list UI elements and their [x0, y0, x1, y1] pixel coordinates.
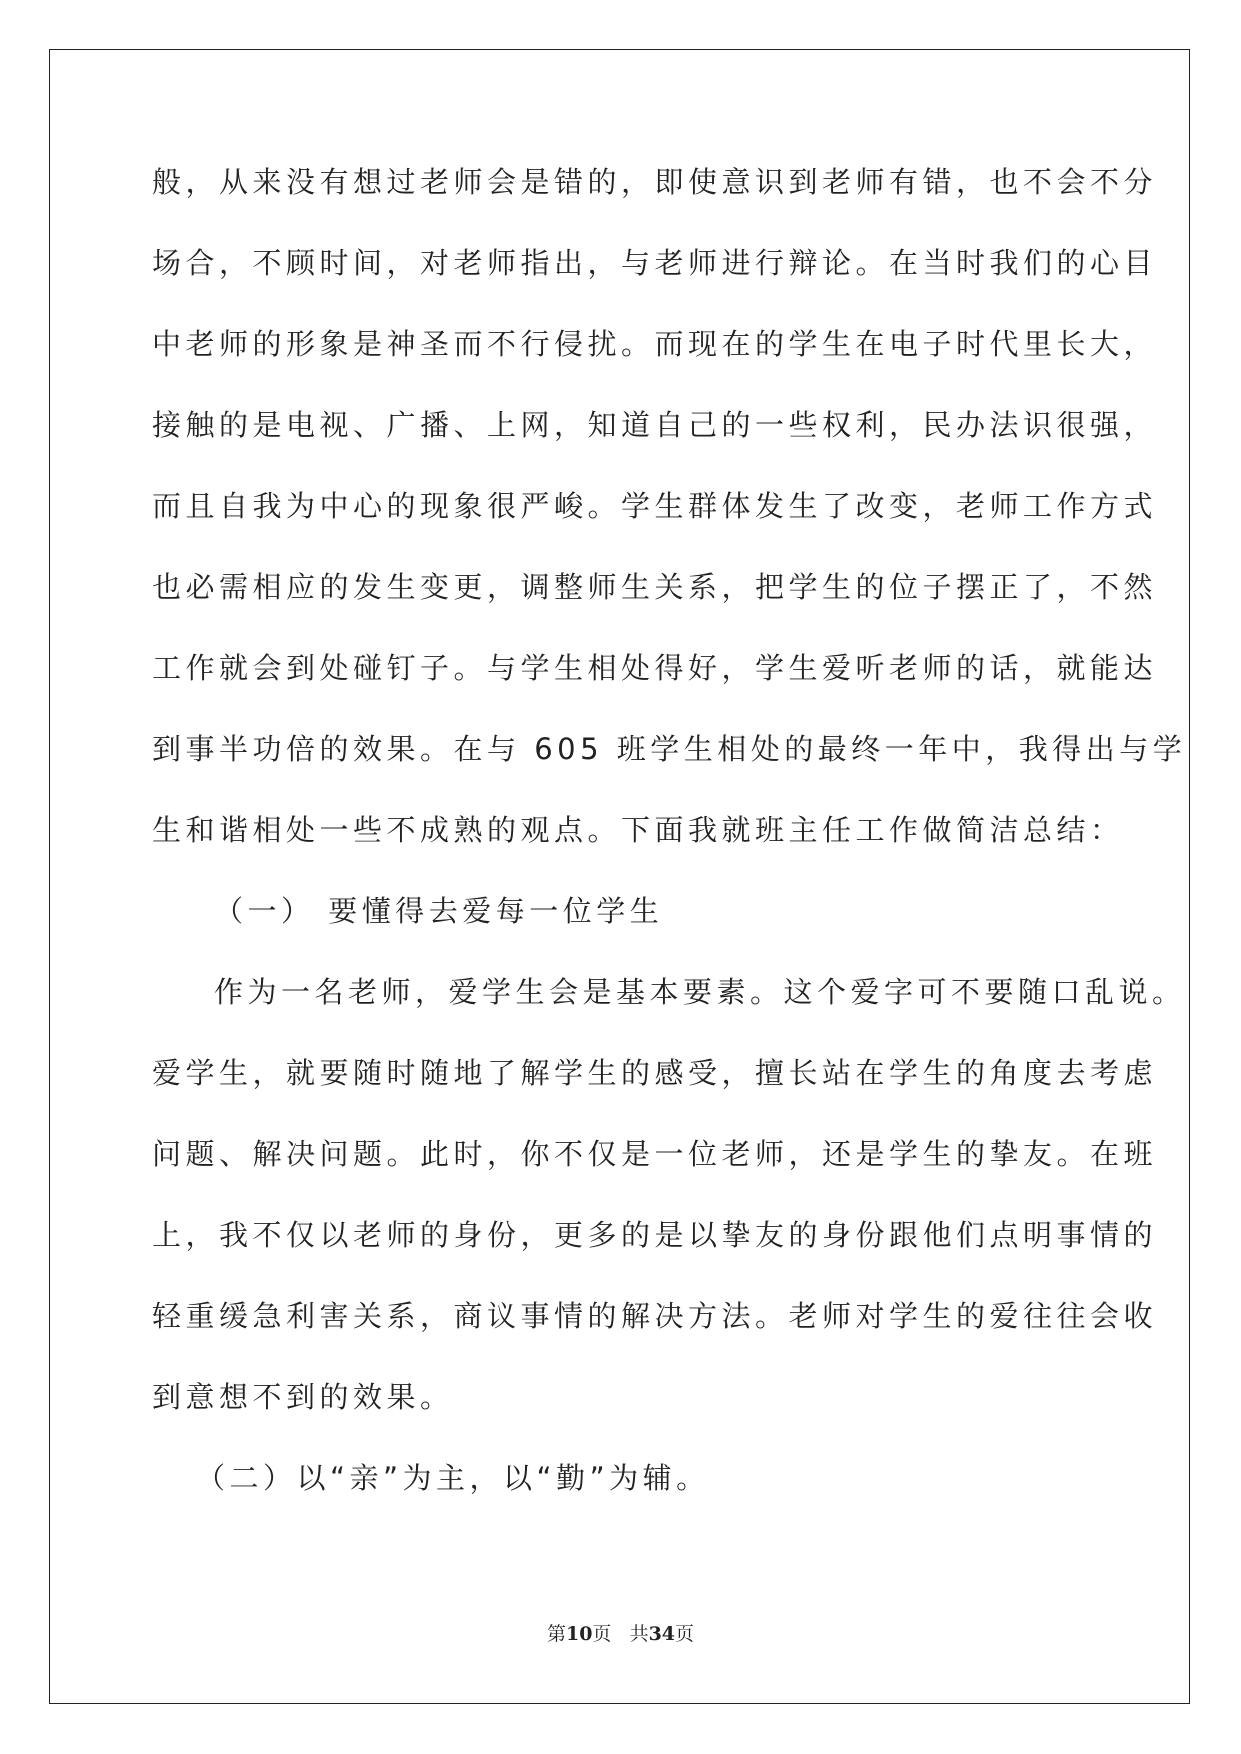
- text-line: 到意想不到的效果。: [152, 1380, 454, 1414]
- section-heading-2: （二）以“亲”为主，以“勤”为辅。: [196, 1461, 710, 1495]
- total-pages-number: 34: [648, 1623, 676, 1645]
- text-line: 生和谐相处一些不成熟的观点。下面我就班主任工作做简洁总结：: [152, 813, 1124, 847]
- text-line: 问题、解决问题。此时，你不仅是一位老师，还是学生的挚友。在班: [152, 1137, 1158, 1171]
- footer-page-suffix: 页: [592, 1623, 612, 1645]
- current-page-number: 10: [565, 1623, 593, 1645]
- text-line: 场合，不顾时间，对老师指出，与老师进行辩论。在当时我们的心目: [152, 246, 1158, 280]
- section-heading-1: （一） 要懂得去爱每一位学生: [214, 894, 664, 928]
- text-line: 般，从来没有想过老师会是错的，即使意识到老师有错，也不会不分: [152, 165, 1158, 199]
- text-line: 到事半功倍的效果。在与 605 班学生相处的最终一年中，我得出与学: [152, 732, 1187, 766]
- text-line: 轻重缓急利害关系，商议事情的解决方法。老师对学生的爱往往会收: [152, 1299, 1158, 1333]
- text-line: 也必需相应的发生变更，调整师生关系，把学生的位子摆正了，不然: [152, 570, 1158, 604]
- text-line: 中老师的形象是神圣而不行侵扰。而现在的学生在电子时代里长大，: [152, 327, 1158, 361]
- footer-prefix: 第: [546, 1623, 566, 1645]
- document-body: [152, 162, 1187, 1539]
- text-line: 工作就会到处碰钉子。与学生相处得好，学生爱听老师的话，就能达: [152, 651, 1158, 685]
- text-line: 爱学生，就要随时随地了解学生的感受，擅长站在学生的角度去考虑: [152, 1056, 1158, 1090]
- page-footer: [0, 1619, 1241, 1646]
- footer-total-prefix: 共: [629, 1623, 649, 1645]
- text-line: 而且自我为中心的现象很严峻。学生群体发生了改变，老师工作方式: [152, 489, 1158, 523]
- text-line: 接触的是电视、广播、上网，知道自己的一些权利，民办法识很强，: [152, 408, 1158, 442]
- text-line: 上，我不仅以老师的身份，更多的是以挚友的身份跟他们点明事情的: [152, 1218, 1158, 1252]
- footer-total-suffix: 页: [675, 1623, 695, 1645]
- text-line: 作为一名老师，爱学生会是基本要素。这个爱字可不要随口乱说。: [214, 975, 1186, 1009]
